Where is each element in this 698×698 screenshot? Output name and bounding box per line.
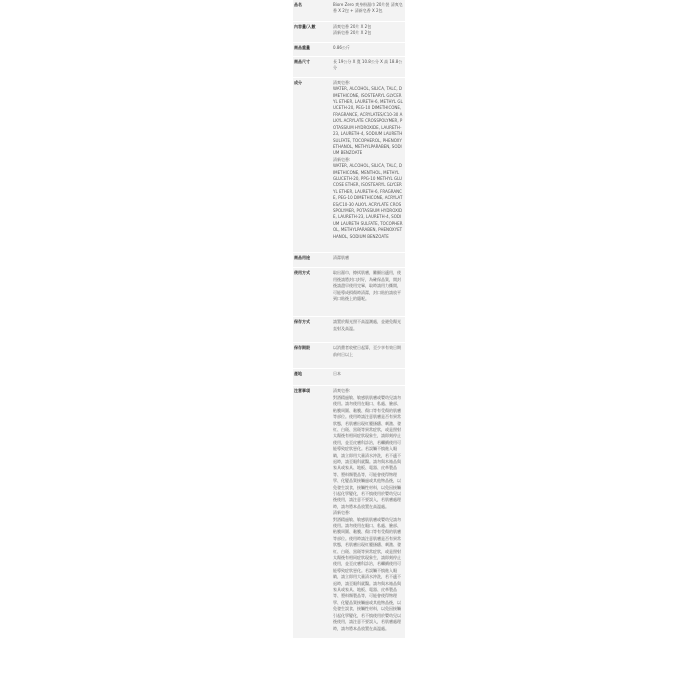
spec-value	[333, 343, 405, 360]
spec-value	[333, 253, 405, 263]
spec-row-name	[293, 0, 405, 22]
spec-label: 產地	[294, 371, 302, 377]
spec-value-line: WATER, ALCOHOL, SILICA, TALC, DIMETHICONE, MENTHOL, METHYL GLUCETH-20, PPG-10 METHYL GLUCOSE ETHER, ISOSTEARYL GLYCERYL ETHER, LAURETH-6, FRAGRANCE, PEG-10 DIMETHICONE, ACRYLATES/C10-30 ALKYL ACRYLATE CROSSPOLYMER, POTASSIUM HYDROXIDE, LAURETH-23, LAURETH-4, SODIUM LAURETH SULFATE, TOCOPHEROL, METHYLPARABEN, PHENOXYETHANOL, SODIUM BENZOATE	[333, 163, 403, 239]
spec-row-notes	[293, 386, 405, 638]
spec-value-line: 清爽皂香 20片 X 2包	[333, 23, 372, 29]
spec-value-line: 長 19公分 X 寬 10.8公分 X 高 18.8公分	[333, 59, 403, 71]
spec-row-weight	[293, 43, 405, 57]
product-spec-table	[293, 0, 405, 639]
spec-value-line: 對酒精過敏、敏感肌肌膚或嬰幼兒請勿使用。請勿使用在眼口、私處、臉部、粘膜周圍、黏膜、傷口等有受傷的肌膚等部位。使用時請注意肌膚是否有異常狀態，若肌膚出現紅腫搔癢、刺激、發紅、白斑、黑斑等異常症狀，或是照射太陽後有相同症狀現象生，請即刻停止使用，並至皮膚科診治，若繼續使用可能導致症狀惡化。若誤觸不慎進入眼睛，請立即用大量清水沖洗，若不適不退時，請至眼科就醫。請勿與木箱品與家具或家具、地板、電器、皮革製品等、塑料類製品等，可能會使得物理學、化變品質接觸過或其他物品後，以免發生誤食，接觸性材料，以免因接觸引起化學變化，若不慎使用於嬰幼兒以後使用，請注意不要誤入，若肌膚處理時，請勿將本品放置在高溫處。	[333, 394, 401, 509]
spec-value	[333, 317, 405, 334]
spec-value	[333, 0, 405, 17]
spec-value-line: 清爽皂香:	[333, 79, 351, 85]
spec-label: 品名	[294, 2, 302, 7]
spec-row-shelf-life	[293, 343, 405, 369]
spec-value	[333, 268, 405, 304]
spec-value-line: 清新皂香 20片 X 2包	[333, 30, 372, 36]
spec-value-line: 清新皂香:	[333, 156, 351, 162]
spec-value	[333, 22, 405, 39]
spec-label: 注意事項	[294, 388, 310, 394]
spec-value-line: 以消費者收壁日起算，至少享有效日期前何日以上	[333, 345, 401, 357]
spec-value-line: 0.86公斤	[333, 44, 350, 50]
spec-row-storage	[293, 317, 405, 343]
spec-value-line: 取出濕巾，擦拭肌膚，難顯出適用，使用後請將封口封好，為確保品質，開封後請盡早使用完畢，取時請用力撕開，可能導成損傷時清潔，封口貼拍請放平到口貼後上的隱呢。	[333, 270, 401, 302]
spec-row-contents	[293, 22, 405, 43]
spec-label: 保存方式	[294, 319, 310, 325]
spec-value-line: 清新皂香:	[333, 510, 351, 516]
spec-value-line: 對酒精過敏、敏感肌肌膚或嬰幼兒請勿使用。請勿使用在眼口、私處、臉部、粘膜周圍、黏膜、傷口等有受傷的肌膚等部位。使用時請注意肌膚是否有異常狀態，若肌膚出現紅腫搔癢、刺激、發紅、白斑、黑斑等異常症狀，或是照射太陽後有相同症狀現象生，請即刻停止使用，並至皮膚科診治，若繼續使用可能導致症狀惡化。若誤觸不慎進入眼睛，請立即用大量清水沖洗，若不適不退時，請至眼科就醫。請勿與木箱品與家具或家具、地板、電器、皮革製品等、塑料類製品等，可能會使得物理學、化變品質接觸過或其他物品後，以免發生誤食，接觸性材料，以免因接觸引起化學變化，若不慎使用於嬰幼兒以後使用，請注意不要誤入，若肌膚處理時，請勿將本品放置在高溫處。	[333, 516, 401, 631]
spec-value	[333, 386, 405, 633]
spec-label: 商品尺寸	[294, 59, 310, 65]
spec-value	[333, 43, 405, 53]
spec-label: 保存期限	[294, 345, 310, 351]
spec-label: 內容量/入數	[294, 23, 316, 29]
spec-value-line: 清爽皂香:	[333, 388, 351, 394]
spec-row-directions	[293, 268, 405, 317]
spec-value-line: Biore Zero 爽身粉濕巾 20片裝 清爽皂香 X 2包 + 清新皂香 X 2包	[333, 2, 403, 14]
spec-row-ingredients	[293, 78, 405, 253]
spec-label: 成分	[294, 79, 302, 85]
spec-label: 使用方式	[294, 270, 310, 276]
spec-row-size	[293, 57, 405, 78]
spec-value-line: 日本	[333, 371, 341, 377]
spec-value-line: 請置於陽光照不高溫潮處，並避免陽光直射及高溫。	[333, 319, 401, 331]
spec-value	[333, 57, 405, 74]
spec-value	[333, 78, 405, 242]
spec-row-usage	[293, 253, 405, 268]
spec-row-origin	[293, 369, 405, 386]
spec-value-line: 清潔肌膚	[333, 255, 349, 260]
spec-value-line: WATER, ALCOHOL, SILICA, TALC, DIMETHICONE, ISOSTEARYL GLYCERYL ETHER, LAURETH-6, METHYL GLUCETH-20, PEG-10 DIMETHICONE, FRAGRANCE, ACRYLATES/C10-30 ALKYL ACRYLATE CROSSPOLYMER, POTASSIUM HYDROXIDE, LAURETH-23, LAURETH-4, SODIUM LAURETH SULFATE, TOCOPHEROL, PHENOXYETHANOL, METHYLPARABEN, SODIUM BENZOATE	[333, 86, 403, 156]
spec-label: 商品用途	[294, 255, 310, 260]
spec-label: 商品重量	[294, 44, 310, 50]
spec-value	[333, 369, 405, 379]
